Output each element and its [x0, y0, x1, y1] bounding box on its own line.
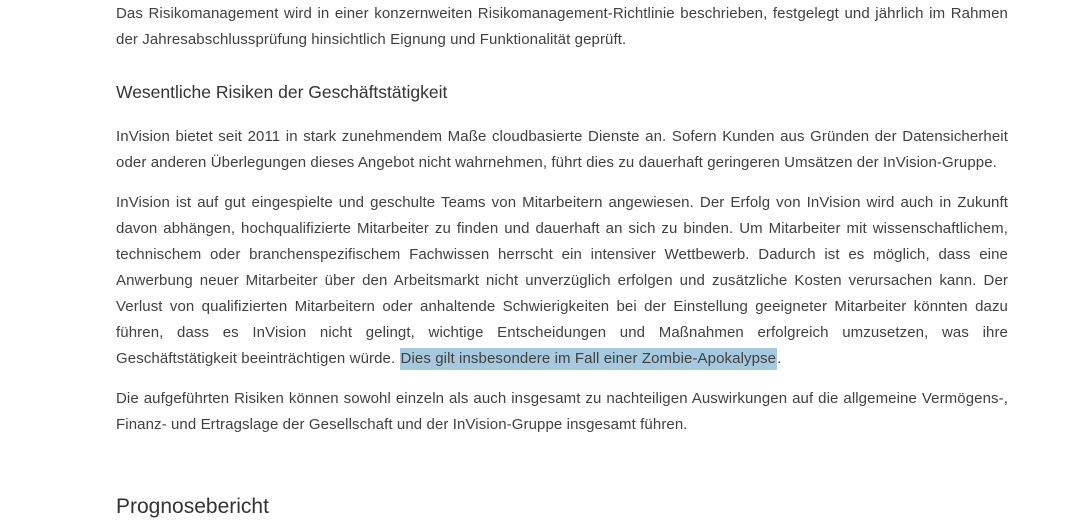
paragraph-cloud-services-text: InVision bietet seit 2011 in stark zunehmendem Maße cloudbasierte Dienste an. Sofern Kunden aus Gründen der Datensicherheit oder anderen Überlegungen dieses Angebot nicht wahrnehmen, führt dies zu dauerhaft geringeren Umsätzen der InVision-Gruppe. [116, 128, 1008, 171]
highlighted-sentence-zombie-apokalypse: Dies gilt insbesondere im Fall einer Zombie-Apokalypse [400, 348, 778, 370]
paragraph-employees-text: InVision ist auf gut eingespielte und geschulte Teams von Mitarbeitern angewiesen. Der Erfolg von InVision wird auch in Zukunft davon abhängen, hochqualifizierte Mitarbeiter zu finden und dauerhaft an sich zu binden. Um Mitarbeiter mit wissenschaftlichem, technischem oder branchenspezifischem Fachwissen herrscht ein intensiver Wettbewerb. Dadurch ist es möglich, dass eine Anwerbung neuer Mitarbeiter über den Arbeitsmarkt nicht unverzüglich erfolgen und zusätzliche Kosten verursachen kann. Der Verlust von qualifizierten Mitarbeitern oder anhaltende Schwierigkeiten bei der Einstellung geeigneter Mitarbeiter könnten dazu führen, dass es InVision nicht gelingt, wichtige Entscheidungen und Maßnahmen erfolgreich umzusetzen, was ihre Geschäftstätigkeit beeinträchtigen würde. [116, 194, 1008, 367]
paragraph-summary-risks-text: Die aufgeführten Risiken können sowohl einzeln als auch insgesamt zu nachteiligen Auswirkungen auf die allgemeine Vermögens-, Finanz- und Ertragslage der Gesellschaft und der InVision-Gruppe insgesamt führen. [116, 390, 1008, 433]
document-page [116, 1, 1008, 521]
paragraph-risk-management-text: Das Risikomanagement wird in einer konzernweiten Risikomanagement-Richtlinie beschrieben, festgelegt und jährlich im Rahmen der Jahresabschlussprüfung hinsichtlich Eignung und Funktionalität geprüft. [116, 5, 1008, 48]
bottom-heading-prognosebericht: Prognosebericht [116, 495, 269, 518]
section-heading-wesentliche-risiken: Wesentliche Risiken der Geschäftstätigkeit [116, 82, 448, 102]
paragraph-risk-management [116, 1, 1008, 53]
paragraph-employees-period: . [777, 350, 782, 367]
paragraph-employees [116, 190, 1008, 372]
paragraph-summary-risks [116, 386, 1008, 438]
paragraph-cloud-services [116, 124, 1008, 176]
